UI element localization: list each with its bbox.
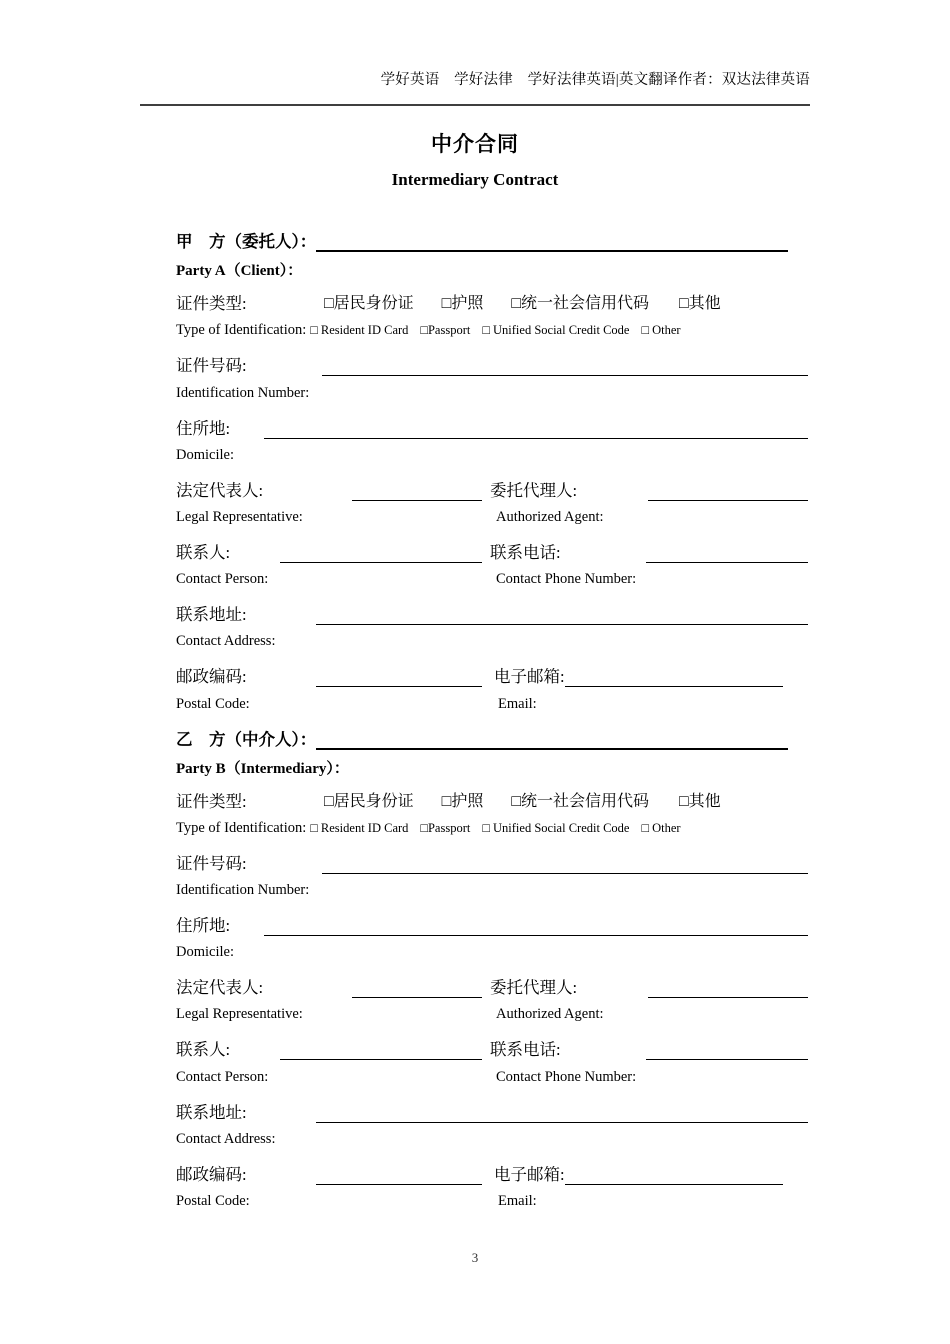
party-b-checkbox-passport-cn[interactable]: □护照 <box>441 792 484 810</box>
party-a-checkbox-resident-id-en[interactable]: □ Resident ID Card <box>310 323 409 338</box>
party-b-domicile-cn-row <box>176 912 808 943</box>
party-b-heading-cn: 乙 方（中介人）： <box>176 729 317 749</box>
party-a-domicile-label-cn: 住所地: <box>176 418 231 438</box>
party-b-contact-address-en-row <box>176 1130 808 1161</box>
party-a-checkbox-other-cn[interactable]: □其他 <box>679 295 721 313</box>
party-b-contact-address-cn-row <box>176 1099 808 1130</box>
party-b-heading-cn-row <box>176 726 808 757</box>
party-a-contact-address-label-en: Contact Address: <box>176 633 276 650</box>
party-b-contact-person-cn-row <box>176 1036 808 1067</box>
party-a-heading-cn-row <box>176 228 808 259</box>
party-b-email-label-cn: 电子邮箱: <box>494 1164 565 1184</box>
document-title-chinese: 中介合同 <box>431 132 519 156</box>
party-a-authorized-agent-group <box>490 477 808 501</box>
party-b-checkbox-other-cn[interactable]: □其他 <box>679 792 721 810</box>
party-b-authorized-agent-blank[interactable] <box>648 980 808 998</box>
party-a-contact-phone-blank[interactable] <box>646 545 808 563</box>
header-divider-rule <box>140 104 810 106</box>
party-b-checkbox-resident-id-cn[interactable]: □居民身份证 <box>324 792 414 810</box>
party-b-contact-person-blank[interactable] <box>280 1042 482 1060</box>
party-b-contact-phone-blank[interactable] <box>646 1042 808 1060</box>
party-b-contact-person-en-row <box>176 1068 808 1099</box>
party-a-authorized-agent-label-en: Authorized Agent: <box>496 508 604 525</box>
party-b-email-group <box>494 1161 783 1185</box>
party-a-email-blank[interactable] <box>565 669 783 687</box>
party-b-checkbox-uscc-en[interactable]: □ Unified Social Credit Code <box>482 820 630 835</box>
party-b-id-number-blank[interactable] <box>322 856 808 874</box>
party-a-id-type-en-row <box>176 321 808 352</box>
party-a-contact-phone-group <box>490 539 808 563</box>
party-a-postal-email-en-row <box>176 695 808 726</box>
party-a-checkbox-passport-en[interactable]: □Passport <box>420 323 471 338</box>
party-b-checkbox-resident-id-en[interactable]: □ Resident ID Card <box>310 820 409 835</box>
party-b-contact-address-label-cn: 联系地址: <box>176 1102 247 1122</box>
party-a-id-number-label-en: Identification Number: <box>176 384 310 401</box>
party-b-name-blank[interactable] <box>316 731 788 750</box>
party-a-domicile-en-row <box>176 446 808 477</box>
party-b-section <box>176 726 808 1224</box>
page-header-text: 学好英语 学好法律 学好法律英语|英文翻译作者：双达法律英语 <box>380 72 810 88</box>
party-a-id-type-label-en: Type of Identification: <box>176 322 307 339</box>
party-b-contact-person-label-en: Contact Person: <box>176 1068 269 1085</box>
party-b-id-number-en-row <box>176 881 808 912</box>
party-a-legal-rep-cn-row <box>176 477 808 508</box>
party-a-postal-code-label-en: Postal Code: <box>176 695 250 712</box>
party-a-email-group <box>494 663 783 687</box>
party-b-id-type-label-en: Type of Identification: <box>176 819 307 836</box>
party-a-checkbox-uscc-en[interactable]: □ Unified Social Credit Code <box>482 323 630 338</box>
party-b-domicile-label-cn: 住所地: <box>176 916 231 936</box>
party-a-contact-phone-label-en-wrap <box>496 570 636 588</box>
document-title-english: Intermediary Contract <box>391 170 559 189</box>
party-a-id-type-label-cn: 证件类型: <box>176 294 247 314</box>
party-b-checkbox-other-en[interactable]: □ Other <box>641 820 681 835</box>
party-a-contact-phone-label-cn: 联系电话: <box>490 542 561 562</box>
party-a-legal-rep-en-row <box>176 508 808 539</box>
party-b-contact-phone-label-en: Contact Phone Number: <box>496 1068 637 1085</box>
party-b-email-label-en: Email: <box>498 1193 537 1209</box>
party-a-id-number-label-cn: 证件号码: <box>176 356 247 376</box>
party-a-domicile-blank[interactable] <box>264 421 808 439</box>
party-b-id-number-label-en: Identification Number: <box>176 882 310 899</box>
party-a-contact-address-label-cn: 联系地址: <box>176 605 247 625</box>
party-a-checkbox-uscc-cn[interactable]: □统一社会信用代码 <box>511 295 650 313</box>
party-a-contact-person-label-cn: 联系人: <box>176 542 231 562</box>
party-b-id-type-en-row <box>176 819 808 850</box>
party-b-contact-person-label-cn: 联系人: <box>176 1040 231 1060</box>
party-b-contact-phone-group <box>490 1036 808 1060</box>
party-a-postal-code-blank[interactable] <box>316 669 482 687</box>
party-a-authorized-agent-label-cn: 委托代理人: <box>490 480 578 500</box>
party-b-postal-code-label-en: Postal Code: <box>176 1193 250 1209</box>
party-b-postal-email-en-row <box>176 1192 808 1223</box>
party-b-contact-address-label-en: Contact Address: <box>176 1130 276 1147</box>
party-a-contact-person-en-row <box>176 570 808 601</box>
party-b-legal-rep-label-cn: 法定代表人: <box>176 978 264 998</box>
party-a-email-label-en: Email: <box>498 695 537 712</box>
party-b-authorized-agent-label-en-wrap <box>496 1005 604 1023</box>
party-a-id-type-cn-row <box>176 290 808 321</box>
party-a-contact-address-en-row <box>176 632 808 663</box>
party-b-id-number-cn-row <box>176 850 808 881</box>
party-b-checkbox-passport-en[interactable]: □Passport <box>420 820 471 835</box>
party-b-id-number-label-cn: 证件号码: <box>176 853 247 873</box>
party-b-authorized-agent-label-cn: 委托代理人: <box>490 978 578 998</box>
party-a-section <box>176 228 808 726</box>
party-a-heading-en-row <box>176 259 808 290</box>
party-b-postal-code-blank[interactable] <box>316 1167 482 1185</box>
party-a-id-number-blank[interactable] <box>322 358 808 376</box>
party-a-contact-phone-label-en: Contact Phone Number: <box>496 571 637 588</box>
party-a-legal-rep-label-en: Legal Representative: <box>176 508 303 525</box>
party-a-postal-email-cn-row <box>176 663 808 694</box>
party-b-domicile-en-row <box>176 943 808 974</box>
party-b-domicile-label-en: Domicile: <box>176 944 234 961</box>
party-a-authorized-agent-blank[interactable] <box>648 483 808 501</box>
party-a-domicile-cn-row <box>176 415 808 446</box>
party-a-contact-person-blank[interactable] <box>280 545 482 563</box>
contract-body <box>176 228 808 1223</box>
party-b-checkbox-uscc-cn[interactable]: □统一社会信用代码 <box>511 792 650 810</box>
party-a-domicile-label-en: Domicile: <box>176 446 234 463</box>
party-a-contact-address-blank[interactable] <box>316 607 808 625</box>
party-a-checkbox-passport-cn[interactable]: □护照 <box>441 295 484 313</box>
party-b-legal-rep-label-en: Legal Representative: <box>176 1006 303 1023</box>
party-a-postal-code-label-cn: 邮政编码: <box>176 667 247 687</box>
party-b-heading-en: Party B（Intermediary）： <box>176 760 349 777</box>
party-a-contact-address-cn-row <box>176 601 808 632</box>
party-b-authorized-agent-label-en: Authorized Agent: <box>496 1006 604 1023</box>
page-number: 3 <box>471 1250 479 1265</box>
party-a-email-label-cn: 电子邮箱: <box>494 667 565 687</box>
party-b-legal-rep-en-row <box>176 1005 808 1036</box>
party-a-name-blank[interactable] <box>316 233 788 252</box>
party-b-legal-rep-blank[interactable] <box>352 980 482 998</box>
party-b-legal-rep-cn-row <box>176 974 808 1005</box>
party-a-checkbox-other-en[interactable]: □ Other <box>641 323 681 338</box>
party-b-contact-phone-label-cn: 联系电话: <box>490 1040 561 1060</box>
party-b-postal-code-label-cn: 邮政编码: <box>176 1164 247 1184</box>
party-a-heading-cn: 甲 方（委托人）： <box>176 232 317 251</box>
party-a-email-label-en-wrap <box>498 695 537 713</box>
party-a-contact-person-label-en: Contact Person: <box>176 571 269 588</box>
party-a-contact-person-cn-row <box>176 539 808 570</box>
party-a-checkbox-resident-id-cn[interactable]: □居民身份证 <box>324 295 414 313</box>
party-a-id-number-en-row <box>176 384 808 415</box>
party-b-id-type-cn-row <box>176 788 808 819</box>
party-a-legal-rep-label-cn: 法定代表人: <box>176 480 264 500</box>
party-b-id-type-label-cn: 证件类型: <box>176 791 247 811</box>
party-a-legal-rep-blank[interactable] <box>352 483 482 501</box>
party-b-authorized-agent-group <box>490 974 808 998</box>
party-b-email-label-en-wrap <box>498 1192 537 1210</box>
party-b-domicile-blank[interactable] <box>264 918 808 936</box>
party-b-contact-phone-label-en-wrap <box>496 1068 636 1086</box>
party-a-authorized-agent-label-en-wrap <box>496 508 604 526</box>
party-b-email-blank[interactable] <box>565 1167 783 1185</box>
party-a-id-number-cn-row <box>176 352 808 383</box>
party-b-contact-address-blank[interactable] <box>316 1105 808 1123</box>
party-a-heading-en: Party A（Client）： <box>176 263 303 280</box>
party-b-postal-email-cn-row <box>176 1161 808 1192</box>
party-b-heading-en-row <box>176 757 808 788</box>
